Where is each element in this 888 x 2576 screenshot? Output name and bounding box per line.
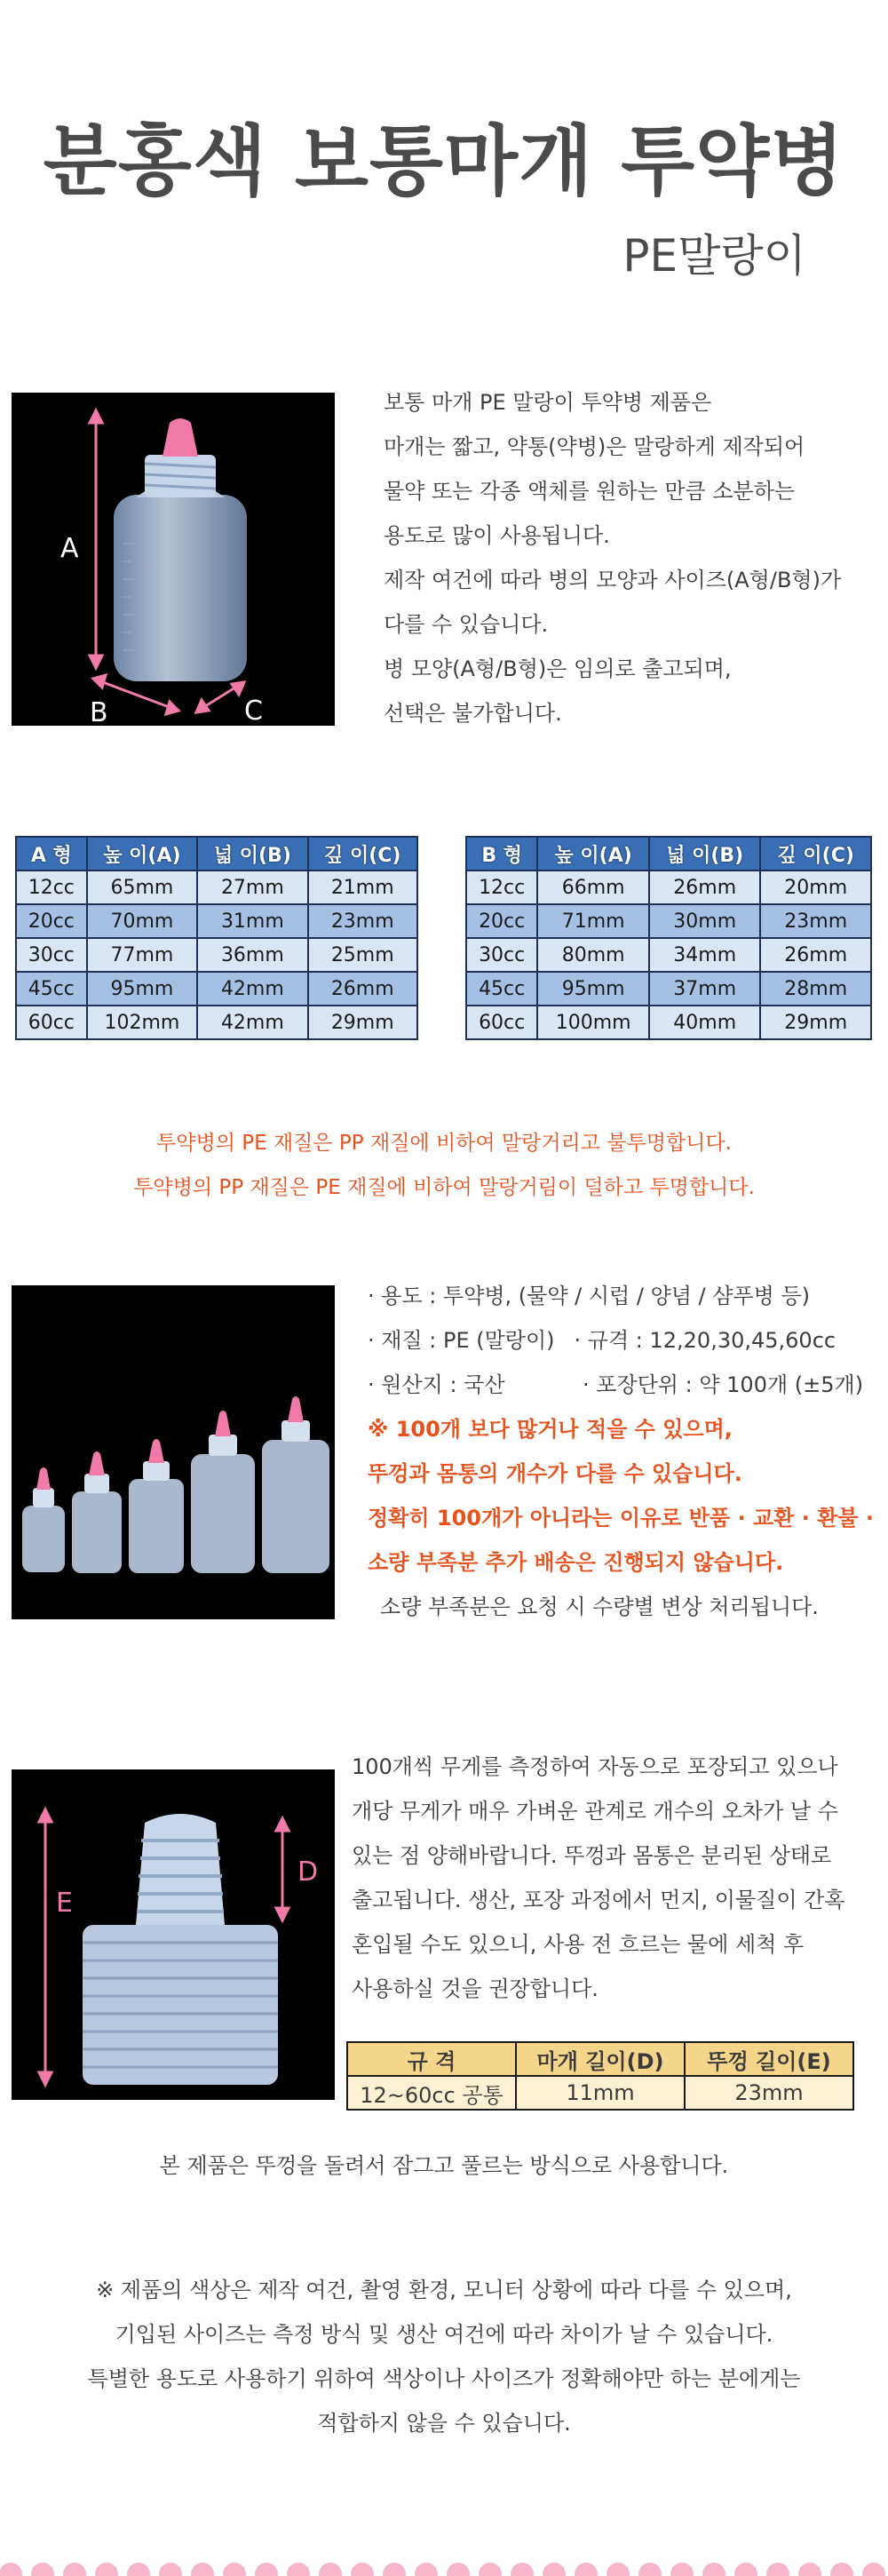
border-dot [766, 2563, 789, 2576]
table-cell: 30mm [649, 904, 760, 938]
border-dot [351, 2563, 374, 2576]
table-row [466, 904, 871, 938]
shortage-note: 소량 부족분은 요청 시 수량별 변상 처리됩니다. [380, 1594, 819, 1619]
table-cell: 31mm [197, 904, 307, 938]
usage-note: 본 제품은 뚜껑을 돌려서 잠그고 풀르는 방식으로 사용합니다. [159, 2153, 729, 2178]
border-dot [479, 2563, 502, 2576]
border-dot [670, 2563, 694, 2576]
material-note-pe: 투약병의 PE 재질은 PP 재질에 비하여 말랑거리고 불투명합니다. [156, 1132, 732, 1155]
page-subtitle: PE말랑이 [622, 230, 806, 282]
table-cell: 80mm [537, 938, 649, 972]
border-dot [798, 2563, 821, 2576]
bottle-lineup-photo [12, 1285, 335, 1619]
notice-line: 적합하지 않을 수 있습니다. [317, 2411, 571, 2436]
table-header: 뚜껑 길이(E) [685, 2042, 853, 2076]
table-cell: 40mm [649, 1006, 760, 1039]
table-cell: 102mm [87, 1006, 198, 1039]
table-cell: 60cc [16, 1006, 87, 1039]
table-cell: 30cc [16, 938, 87, 972]
origin-line: · 원산지 : 국산 [368, 1372, 505, 1397]
border-dot [415, 2563, 438, 2576]
border-dot [63, 2563, 86, 2576]
table-cell: 28mm [760, 972, 871, 1006]
table-cell: 60cc [466, 1006, 537, 1039]
intro-line: 제작 여건에 따라 병의 모양과 사이즈(A형/B형)가 [384, 568, 842, 592]
table-row [466, 972, 871, 1006]
table-header: 넓 이(B) [649, 837, 760, 871]
table-header: 마개 길이(D) [516, 2042, 685, 2076]
table-header: 넓 이(B) [197, 837, 307, 871]
packing-line: · 포장단위 : 약 100개 (±5개) [583, 1372, 864, 1397]
table-cell: 26mm [649, 871, 760, 904]
border-dot [223, 2563, 246, 2576]
size-table-b [465, 836, 872, 1040]
table-cell: 21mm [308, 871, 418, 904]
table-cell: 36mm [197, 938, 307, 972]
table-cell: 66mm [537, 871, 649, 904]
table-row [16, 871, 417, 904]
table-cell: 20cc [466, 904, 537, 938]
table-cell: 45cc [466, 972, 537, 1006]
border-dot [734, 2563, 757, 2576]
border-dot [447, 2563, 470, 2576]
table-row [347, 2076, 853, 2110]
border-dot [702, 2563, 725, 2576]
notice-line: 특별한 용도로 사용하기 위하여 색상이나 사이즈가 정확해야만 하는 분에게는 [87, 2366, 801, 2391]
table-header: B 형 [466, 837, 537, 871]
table-cell: 20mm [760, 871, 871, 904]
pink-dot-border [0, 2556, 888, 2576]
table-cell: 71mm [537, 904, 649, 938]
table-header: A 형 [16, 837, 87, 871]
table-cell: 23mm [685, 2076, 853, 2110]
usage-line: · 용도 : 투약병, (물약 / 시럽 / 양념 / 샴푸병 등) [368, 1284, 811, 1308]
border-dot [319, 2563, 342, 2576]
table-row [16, 1006, 417, 1039]
cap-line: 혼입될 수도 있으니, 사용 전 흐르는 물에 세척 후 [352, 1932, 805, 1957]
table-cell: 77mm [87, 938, 198, 972]
border-dot [638, 2563, 662, 2576]
page-title: 분홍색 보통마개 투약병 [43, 117, 845, 206]
table-cell: 65mm [87, 871, 198, 904]
border-dot [287, 2563, 310, 2576]
border-dot [127, 2563, 150, 2576]
cap-size-table [346, 2041, 854, 2111]
notice-line: ※ 제품의 색상은 제작 여건, 촬영 환경, 모니터 상황에 따라 다를 수 있으며, [96, 2278, 792, 2302]
notice-line: 기입된 사이즈는 측정 방식 및 생산 여건에 따라 차이가 날 수 있습니다. [115, 2322, 773, 2347]
table-cell: 25mm [308, 938, 418, 972]
cap-dimension-photo [12, 1769, 335, 2100]
table-cell: 27mm [197, 871, 307, 904]
border-dot [383, 2563, 406, 2576]
quantity-warning: 소량 부족분 추가 배송은 진행되지 않습니다. [368, 1550, 784, 1575]
intro-line: 다를 수 있습니다. [384, 612, 549, 637]
table-cell: 30cc [466, 938, 537, 972]
border-dot [575, 2563, 598, 2576]
table-header-row [347, 2042, 853, 2076]
border-dot [543, 2563, 566, 2576]
border-dot [191, 2563, 214, 2576]
material-note-pp: 투약병의 PP 재질은 PE 재질에 비하여 말랑거림이 덜하고 투명합니다. [133, 1176, 755, 1199]
table-row [466, 871, 871, 904]
table-cell: 20cc [16, 904, 87, 938]
table-cell: 34mm [649, 938, 760, 972]
cap-line: 100개씩 무게를 측정하여 자동으로 포장되고 있으나 [352, 1754, 838, 1779]
table-cell: 37mm [649, 972, 760, 1006]
intro-description [384, 380, 881, 735]
cap-line: 출고됩니다. 생산, 포장 과정에서 먼지, 이물질이 간혹 [352, 1888, 845, 1912]
table-cell: 26mm [760, 938, 871, 972]
table-cell: 12cc [466, 871, 537, 904]
border-dot [862, 2563, 885, 2576]
label-d: D [297, 1856, 319, 1888]
cap-line: 개당 무게가 매우 가벼운 관계로 개수의 오차가 날 수 [352, 1799, 838, 1824]
cap-description [352, 1745, 884, 2011]
border-dot [159, 2563, 182, 2576]
intro-line: 마개는 짧고, 약통(약병)은 말랑하게 제작되어 [384, 434, 805, 459]
border-dot [95, 2563, 118, 2576]
quantity-warning: 정확히 100개가 아니라는 이유로 반품 · 교환 · 환불 · [368, 1506, 874, 1530]
table-cell: 23mm [760, 904, 871, 938]
table-cell: 12~60cc 공통 [347, 2076, 516, 2110]
cap-line: 사용하실 것을 권장합니다. [352, 1976, 599, 2001]
quantity-warning: 뚜껑과 몸통의 개수가 다를 수 있습니다. [368, 1461, 742, 1486]
bottle-dimension-photo [12, 393, 335, 726]
label-c: C [244, 696, 263, 726]
table-row [466, 1006, 871, 1039]
table-cell: 29mm [760, 1006, 871, 1039]
label-e: E [56, 1888, 73, 1919]
table-cell: 29mm [308, 1006, 418, 1039]
spec-line: · 규격 : 12,20,30,45,60cc [574, 1328, 836, 1353]
border-dot [511, 2563, 534, 2576]
intro-line: 선택은 불가합니다. [384, 701, 562, 726]
table-header-row [16, 837, 417, 871]
border-dot [31, 2563, 54, 2576]
table-header: 높 이(A) [537, 837, 649, 871]
table-cell: 26mm [308, 972, 418, 1006]
border-dot [607, 2563, 630, 2576]
table-header-row [466, 837, 871, 871]
border-dot [830, 2563, 853, 2576]
table-header: 깊 이(C) [760, 837, 871, 871]
label-b: B [90, 697, 108, 726]
table-header: 깊 이(C) [308, 837, 418, 871]
border-dot [255, 2563, 278, 2576]
cap-line: 있는 점 양해바랍니다. 뚜껑과 몸통은 분리된 상태로 [352, 1843, 832, 1868]
table-cell: 100mm [537, 1006, 649, 1039]
intro-line: 용도로 많이 사용됩니다. [384, 523, 610, 548]
table-row [16, 904, 417, 938]
table-header: 규 격 [347, 2042, 516, 2076]
intro-line: 병 모양(A형/B형)은 임의로 출고되며, [384, 656, 732, 681]
table-row [16, 938, 417, 972]
table-header: 높 이(A) [87, 837, 198, 871]
table-row [16, 972, 417, 1006]
table-cell: 12cc [16, 871, 87, 904]
border-dot [0, 2563, 22, 2576]
size-table-a [15, 836, 418, 1040]
table-cell: 42mm [197, 1006, 307, 1039]
quantity-warning: ※ 100개 보다 많거나 적을 수 있으며, [368, 1417, 733, 1442]
table-cell: 95mm [537, 972, 649, 1006]
table-cell: 23mm [308, 904, 418, 938]
product-info [368, 1274, 883, 1629]
label-a: A [60, 533, 79, 564]
table-cell: 45cc [16, 972, 87, 1006]
table-row [466, 938, 871, 972]
material-line: · 재질 : PE (말랑이) [368, 1328, 555, 1353]
intro-line: 물약 또는 각종 액체를 원하는 만큼 소분하는 [384, 479, 796, 504]
table-cell: 95mm [87, 972, 198, 1006]
table-cell: 11mm [516, 2076, 685, 2110]
table-cell: 42mm [197, 972, 307, 1006]
intro-line: 보통 마개 PE 말랑이 투약병 제품은 [384, 390, 712, 415]
table-cell: 70mm [87, 904, 198, 938]
color-size-notice [0, 2268, 888, 2445]
